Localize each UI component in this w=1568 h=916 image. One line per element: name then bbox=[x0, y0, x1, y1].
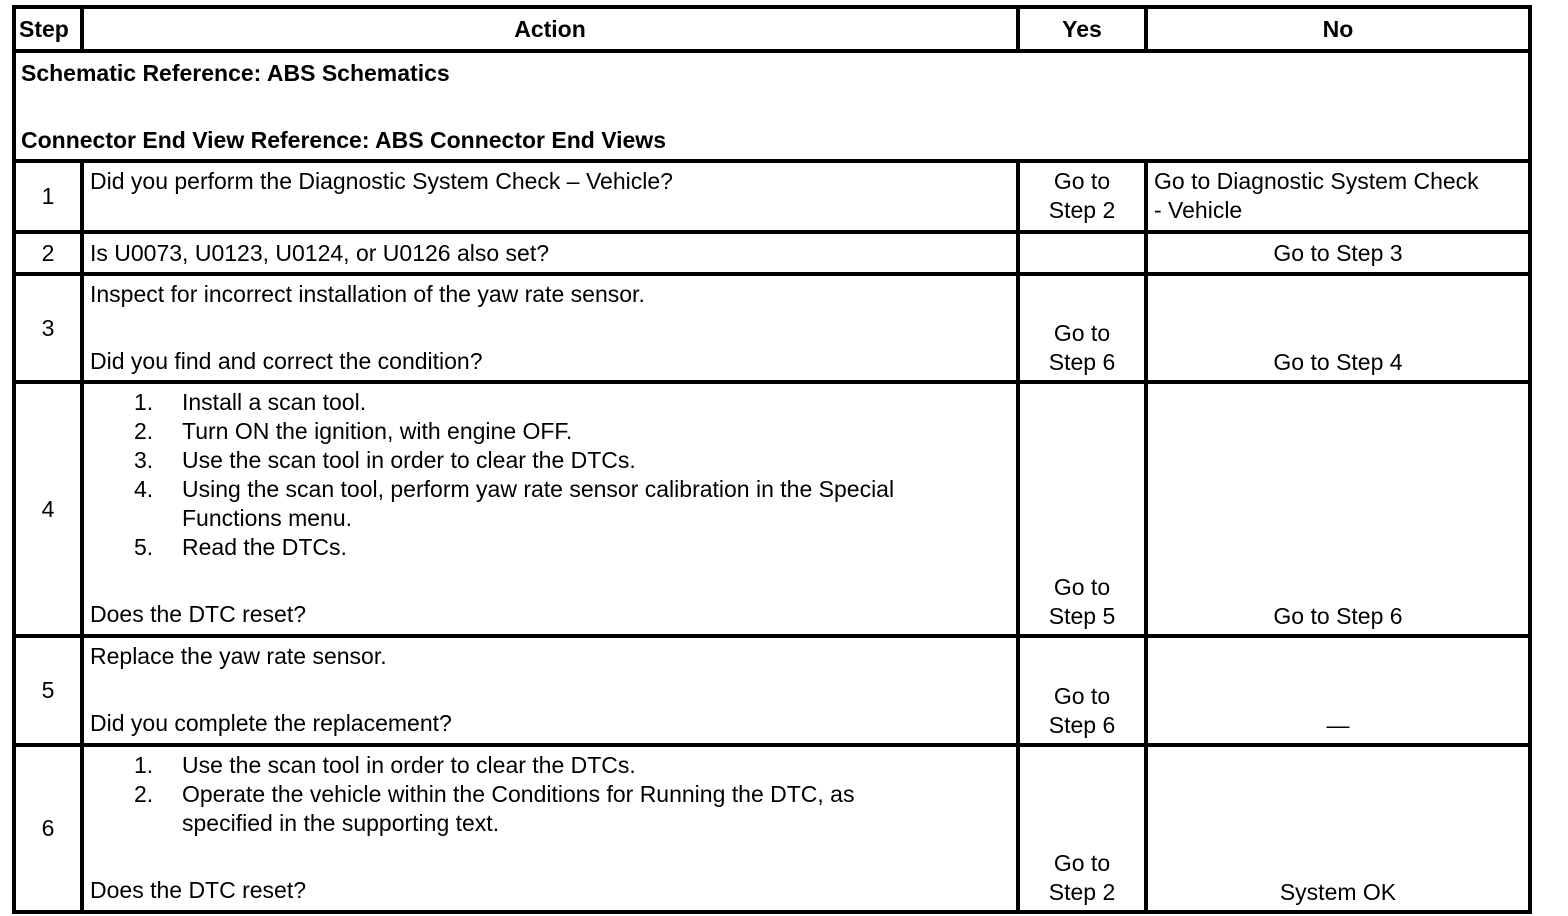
header-no: No bbox=[1146, 7, 1530, 51]
no-cell: Go to Step 6 bbox=[1146, 382, 1530, 636]
no-line: Go to Diagnostic System Check bbox=[1154, 168, 1479, 194]
yes-line: Step 2 bbox=[1048, 197, 1116, 223]
list-item: 3. Use the scan tool in order to clear the DTCs. bbox=[134, 447, 636, 473]
yes-cell bbox=[1018, 274, 1146, 382]
step-number: 5 bbox=[14, 636, 82, 745]
header-row bbox=[14, 7, 1530, 51]
action-text: Inspect for incorrect installation of the yaw rate sensor. bbox=[90, 281, 645, 307]
step-number: 4 bbox=[14, 382, 82, 636]
yes-line: Go to bbox=[1053, 574, 1111, 600]
table-row bbox=[14, 745, 1530, 912]
list-item: 5. Read the DTCs. bbox=[134, 534, 347, 560]
list-item: 2. Turn ON the ignition, with engine OFF. bbox=[134, 418, 573, 444]
reference-cell bbox=[14, 51, 1530, 161]
action-question: Does the DTC reset? bbox=[90, 601, 307, 627]
header-yes: Yes bbox=[1018, 7, 1146, 51]
yes-line: Go to bbox=[1053, 683, 1111, 709]
step-number: 6 bbox=[14, 745, 82, 912]
yes-cell bbox=[1018, 232, 1146, 274]
schematic-reference: Schematic Reference: ABS Schematics bbox=[21, 60, 450, 86]
procedure-list bbox=[90, 751, 1008, 838]
action-cell bbox=[82, 636, 1018, 745]
no-cell: Go to Step 3 bbox=[1146, 232, 1530, 274]
table-row bbox=[14, 274, 1530, 382]
action-question: Did you complete the replacement? bbox=[90, 710, 452, 736]
step-number: 2 bbox=[14, 232, 82, 274]
step-number: 3 bbox=[14, 274, 82, 382]
yes-cell bbox=[1018, 636, 1146, 745]
no-line: - Vehicle bbox=[1154, 197, 1243, 223]
table-row bbox=[14, 232, 1530, 274]
yes-line: Step 5 bbox=[1048, 603, 1116, 629]
list-item: 1. Install a scan tool. bbox=[134, 389, 367, 415]
no-cell: System OK bbox=[1146, 745, 1530, 912]
connector-reference: Connector End View Reference: ABS Connector End Views bbox=[21, 127, 666, 153]
list-item: 4. Using the scan tool, perform yaw rate sensor calibration in the Special Functions menu. bbox=[134, 476, 895, 531]
table-row bbox=[14, 636, 1530, 745]
no-cell: Go to Step 4 bbox=[1146, 274, 1530, 382]
yes-cell bbox=[1018, 745, 1146, 912]
action-cell bbox=[82, 382, 1018, 636]
action-text: Is U0073, U0123, U0124, or U0126 also set? bbox=[82, 232, 1018, 274]
header-step: Step bbox=[14, 7, 82, 51]
list-item: 1. Use the scan tool in order to clear the DTCs. bbox=[134, 752, 636, 778]
yes-line: Go to bbox=[1053, 168, 1111, 194]
yes-line: Step 2 bbox=[1048, 879, 1116, 905]
no-cell: — bbox=[1146, 636, 1530, 745]
header-action: Action bbox=[82, 7, 1018, 51]
yes-cell bbox=[1018, 161, 1146, 232]
no-cell bbox=[1146, 161, 1530, 232]
yes-line: Step 6 bbox=[1048, 349, 1116, 375]
yes-cell bbox=[1018, 382, 1146, 636]
table-row bbox=[14, 382, 1530, 636]
action-text: Replace the yaw rate sensor. bbox=[90, 643, 387, 669]
action-text: Did you perform the Diagnostic System Check – Vehicle? bbox=[82, 161, 1018, 232]
yes-line: Go to bbox=[1053, 850, 1111, 876]
procedure-list bbox=[90, 388, 1008, 562]
step-number: 1 bbox=[14, 161, 82, 232]
yes-line: Step 6 bbox=[1048, 712, 1116, 738]
list-item: 2. Operate the vehicle within the Conditions for Running the DTC, as specified in the supporting text. bbox=[134, 781, 855, 836]
action-question: Does the DTC reset? bbox=[90, 877, 307, 903]
action-cell bbox=[82, 274, 1018, 382]
action-cell bbox=[82, 745, 1018, 912]
table-row bbox=[14, 161, 1530, 232]
action-question: Did you find and correct the condition? bbox=[90, 348, 483, 374]
yes-line: Go to bbox=[1053, 320, 1111, 346]
diagnostic-table bbox=[12, 5, 1532, 914]
reference-row bbox=[14, 51, 1530, 161]
